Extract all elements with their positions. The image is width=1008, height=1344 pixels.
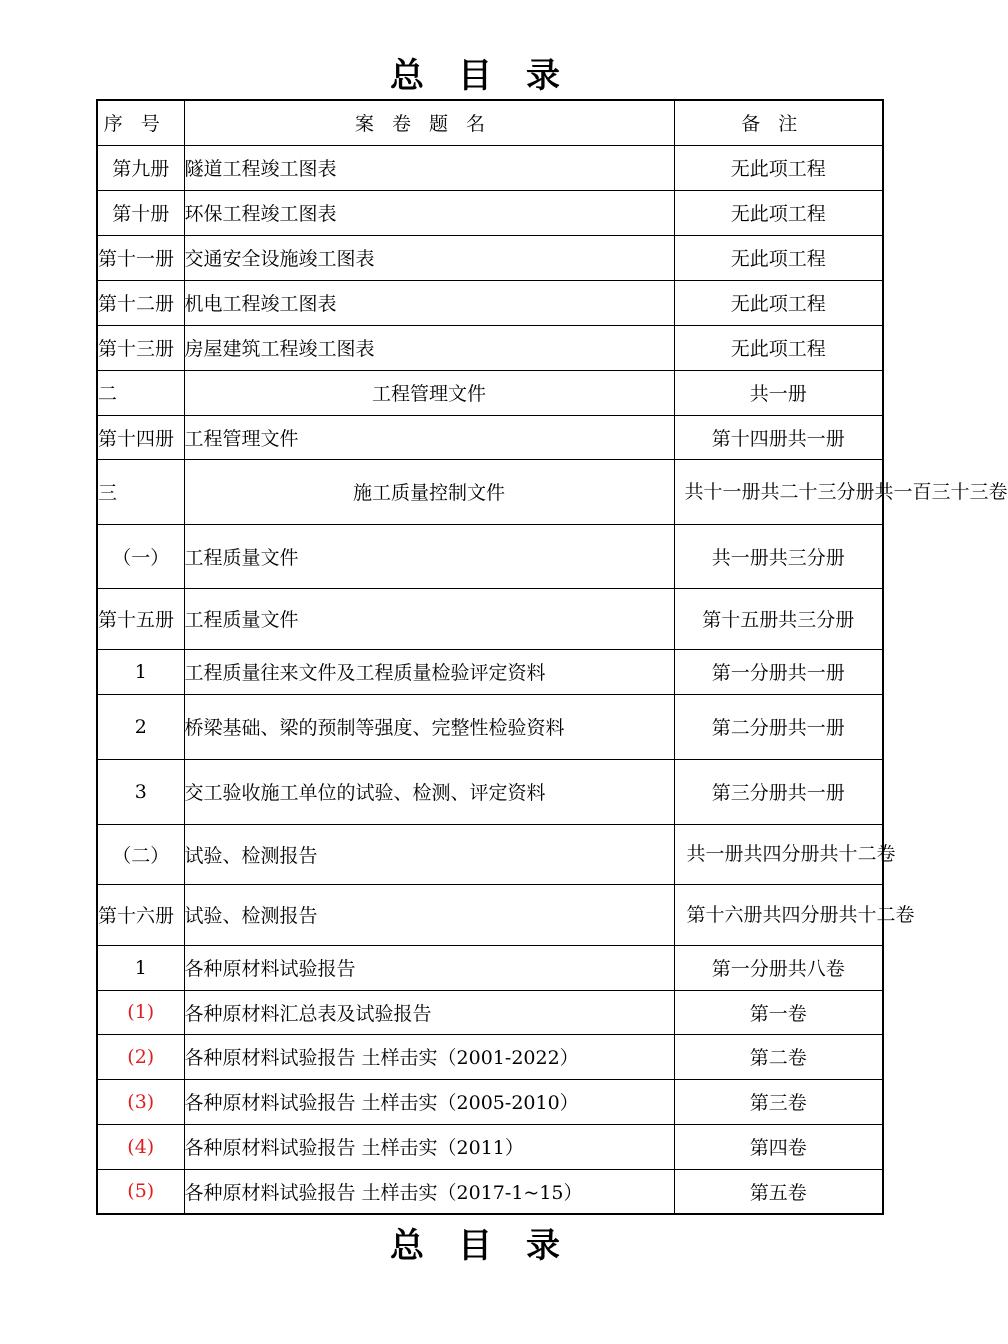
table-row xyxy=(97,190,883,235)
row-name: 各种原材料试验报告 土样击实（2001-2022） xyxy=(184,1034,674,1079)
row-name: 房屋建筑工程竣工图表 xyxy=(184,325,674,370)
table-row xyxy=(97,759,883,824)
row-seq: 1 xyxy=(97,945,184,990)
table-row xyxy=(97,1079,883,1124)
row-note: 第四卷 xyxy=(674,1124,883,1169)
row-name: 交工验收施工单位的试验、检测、评定资料 xyxy=(184,759,674,824)
row-note: 第十五册共三分册 xyxy=(674,588,883,649)
page-title: 总目录 xyxy=(390,56,594,96)
table-row xyxy=(97,824,883,884)
row-name: 各种原材料试验报告 土样击实（2005-2010） xyxy=(184,1079,674,1124)
row-name: 各种原材料汇总表及试验报告 xyxy=(184,990,674,1034)
table-row xyxy=(97,1124,883,1169)
table-row xyxy=(97,694,883,759)
row-seq: (5) xyxy=(97,1169,184,1214)
row-seq: （二） xyxy=(97,824,184,884)
row-note: 第二卷 xyxy=(674,1034,883,1079)
row-note: 第三卷 xyxy=(674,1079,883,1124)
row-seq: 第十三册 xyxy=(97,325,184,370)
row-name: 交通安全设施竣工图表 xyxy=(184,235,674,280)
row-note: 无此项工程 xyxy=(674,280,883,325)
table-row xyxy=(97,145,883,190)
row-seq: 2 xyxy=(97,694,184,759)
table-row xyxy=(97,649,883,694)
row-name: 工程质量文件 xyxy=(184,524,674,588)
row-note: 第二分册共一册 xyxy=(674,694,883,759)
row-note: 共一册共四分册共十二卷 xyxy=(674,824,883,884)
header-note: 备注 xyxy=(674,100,883,145)
row-name: 试验、检测报告 xyxy=(184,824,674,884)
row-seq: (3) xyxy=(97,1079,184,1124)
row-name: 工程管理文件 xyxy=(184,415,674,459)
row-name: 工程质量文件 xyxy=(184,588,674,649)
row-name: 各种原材料试验报告 土样击实（2017-1~15） xyxy=(184,1169,674,1214)
table-header-row xyxy=(97,100,883,145)
table-row xyxy=(97,990,883,1034)
row-note: 共一册共三分册 xyxy=(674,524,883,588)
table-row-section xyxy=(97,370,883,415)
row-note: 共一册 xyxy=(674,370,883,415)
row-note: 第一分册共八卷 xyxy=(674,945,883,990)
row-note: 第一卷 xyxy=(674,990,883,1034)
row-note: 无此项工程 xyxy=(674,235,883,280)
row-seq: 三 xyxy=(97,459,184,524)
row-note: 第三分册共一册 xyxy=(674,759,883,824)
row-seq: 第十二册 xyxy=(97,280,184,325)
row-name: 工程管理文件 xyxy=(184,370,674,415)
row-note: 无此项工程 xyxy=(674,190,883,235)
row-name: 工程质量往来文件及工程质量检验评定资料 xyxy=(184,649,674,694)
row-name: 各种原材料试验报告 土样击实（2011） xyxy=(184,1124,674,1169)
row-seq: 第十五册 xyxy=(97,588,184,649)
table-row-section xyxy=(97,459,883,524)
row-seq: 第十六册 xyxy=(97,884,184,945)
table-row xyxy=(97,235,883,280)
row-note: 第十四册共一册 xyxy=(674,415,883,459)
row-note: 无此项工程 xyxy=(674,325,883,370)
row-name: 机电工程竣工图表 xyxy=(184,280,674,325)
table-row xyxy=(97,588,883,649)
row-seq: (4) xyxy=(97,1124,184,1169)
table-row xyxy=(97,280,883,325)
row-name: 桥梁基础、梁的预制等强度、完整性检验资料 xyxy=(184,694,674,759)
page-title-repeat: 总目录 xyxy=(390,1226,594,1266)
row-name: 环保工程竣工图表 xyxy=(184,190,674,235)
row-seq: 第十四册 xyxy=(97,415,184,459)
row-note: 共十一册共二十三分册共一百三十三卷 xyxy=(674,459,883,524)
row-name: 隧道工程竣工图表 xyxy=(184,145,674,190)
row-note: 无此项工程 xyxy=(674,145,883,190)
header-seq: 序号 xyxy=(97,100,184,145)
row-name: 施工质量控制文件 xyxy=(184,459,674,524)
table-row xyxy=(97,945,883,990)
row-name: 试验、检测报告 xyxy=(184,884,674,945)
row-note: 第五卷 xyxy=(674,1169,883,1214)
row-seq: 第九册 xyxy=(97,145,184,190)
row-seq: （一） xyxy=(97,524,184,588)
row-seq: 第十一册 xyxy=(97,235,184,280)
table-row xyxy=(97,884,883,945)
row-name: 各种原材料试验报告 xyxy=(184,945,674,990)
row-note: 第一分册共一册 xyxy=(674,649,883,694)
row-seq: (1) xyxy=(97,990,184,1034)
toc-table xyxy=(96,99,1008,1215)
row-seq: 第十册 xyxy=(97,190,184,235)
table-row xyxy=(97,524,883,588)
table-row xyxy=(97,415,883,459)
table-row xyxy=(97,1169,883,1214)
header-name: 案卷题名 xyxy=(184,100,674,145)
row-seq: 3 xyxy=(97,759,184,824)
row-note: 第十六册共四分册共十二卷 xyxy=(674,884,883,945)
row-seq: (2) xyxy=(97,1034,184,1079)
table-row xyxy=(97,325,883,370)
row-seq: 1 xyxy=(97,649,184,694)
row-seq: 二 xyxy=(97,370,184,415)
table-row xyxy=(97,1034,883,1079)
